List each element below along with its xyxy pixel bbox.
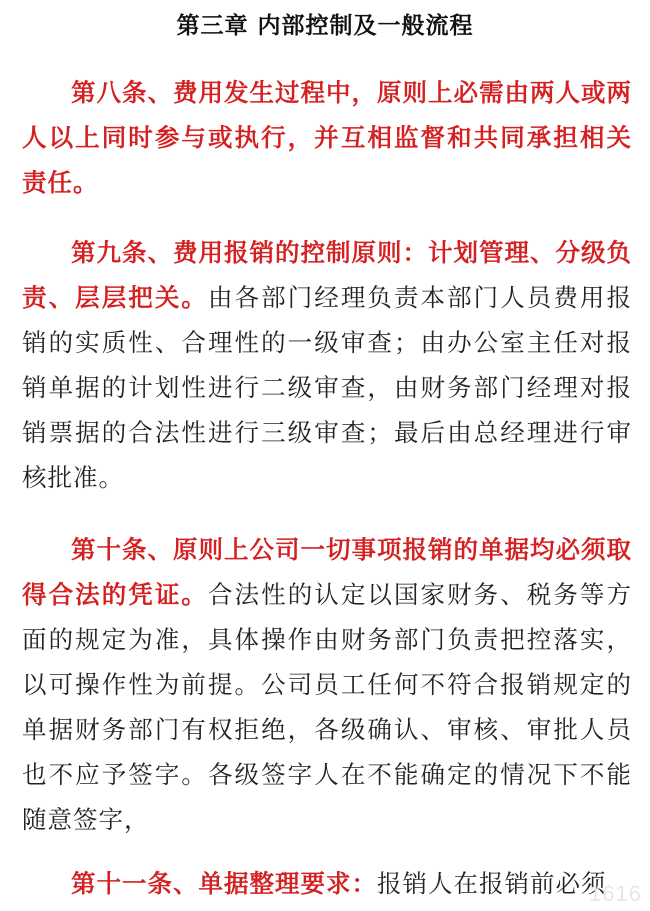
article-9	[22, 230, 632, 500]
article-11	[22, 861, 632, 906]
article-9-body: 由各部门经理负责本部门人员费用报销的实质性、合理性的一级审查；由办公室主任对报销单据的计划性进行二级审查，由财务部门经理对报销票据的合法性进行三级审查；最后由总经理进行审核批准。	[22, 283, 633, 492]
article-10-body: 合法性的认定以国家财务、税务等方面的规定为准，具体操作由财务部门负责把控落实，以可操作性为前提。公司员工任何不符合报销规定的单据财务部门有权拒绝，各级确认、审核、审批人员也不应予签字。各级签字人在不能确定的情况下不能随意签字，	[22, 580, 633, 834]
article-11-body: 报销人在报销前必须	[377, 869, 607, 898]
article-10	[22, 527, 632, 842]
article-11-heading: 第十一条、单据整理要求：	[71, 869, 377, 898]
article-10-heading: 第十条、原则上公司一切事项报销的单据均必须取得合法的凭证。	[22, 535, 632, 609]
watermark: 1616	[589, 881, 642, 906]
article-9-heading: 第九条、费用报销的控制原则：计划管理、分级负责、层层把关。	[22, 238, 632, 312]
article-8-heading: 第八条、费用发生过程中，原则上必需由两人或两人以上同时参与或执行，并互相监督和共同承担相关责任。	[22, 78, 632, 197]
chapter-title: 第三章 内部控制及一般流程	[176, 12, 474, 39]
article-8	[22, 70, 632, 205]
